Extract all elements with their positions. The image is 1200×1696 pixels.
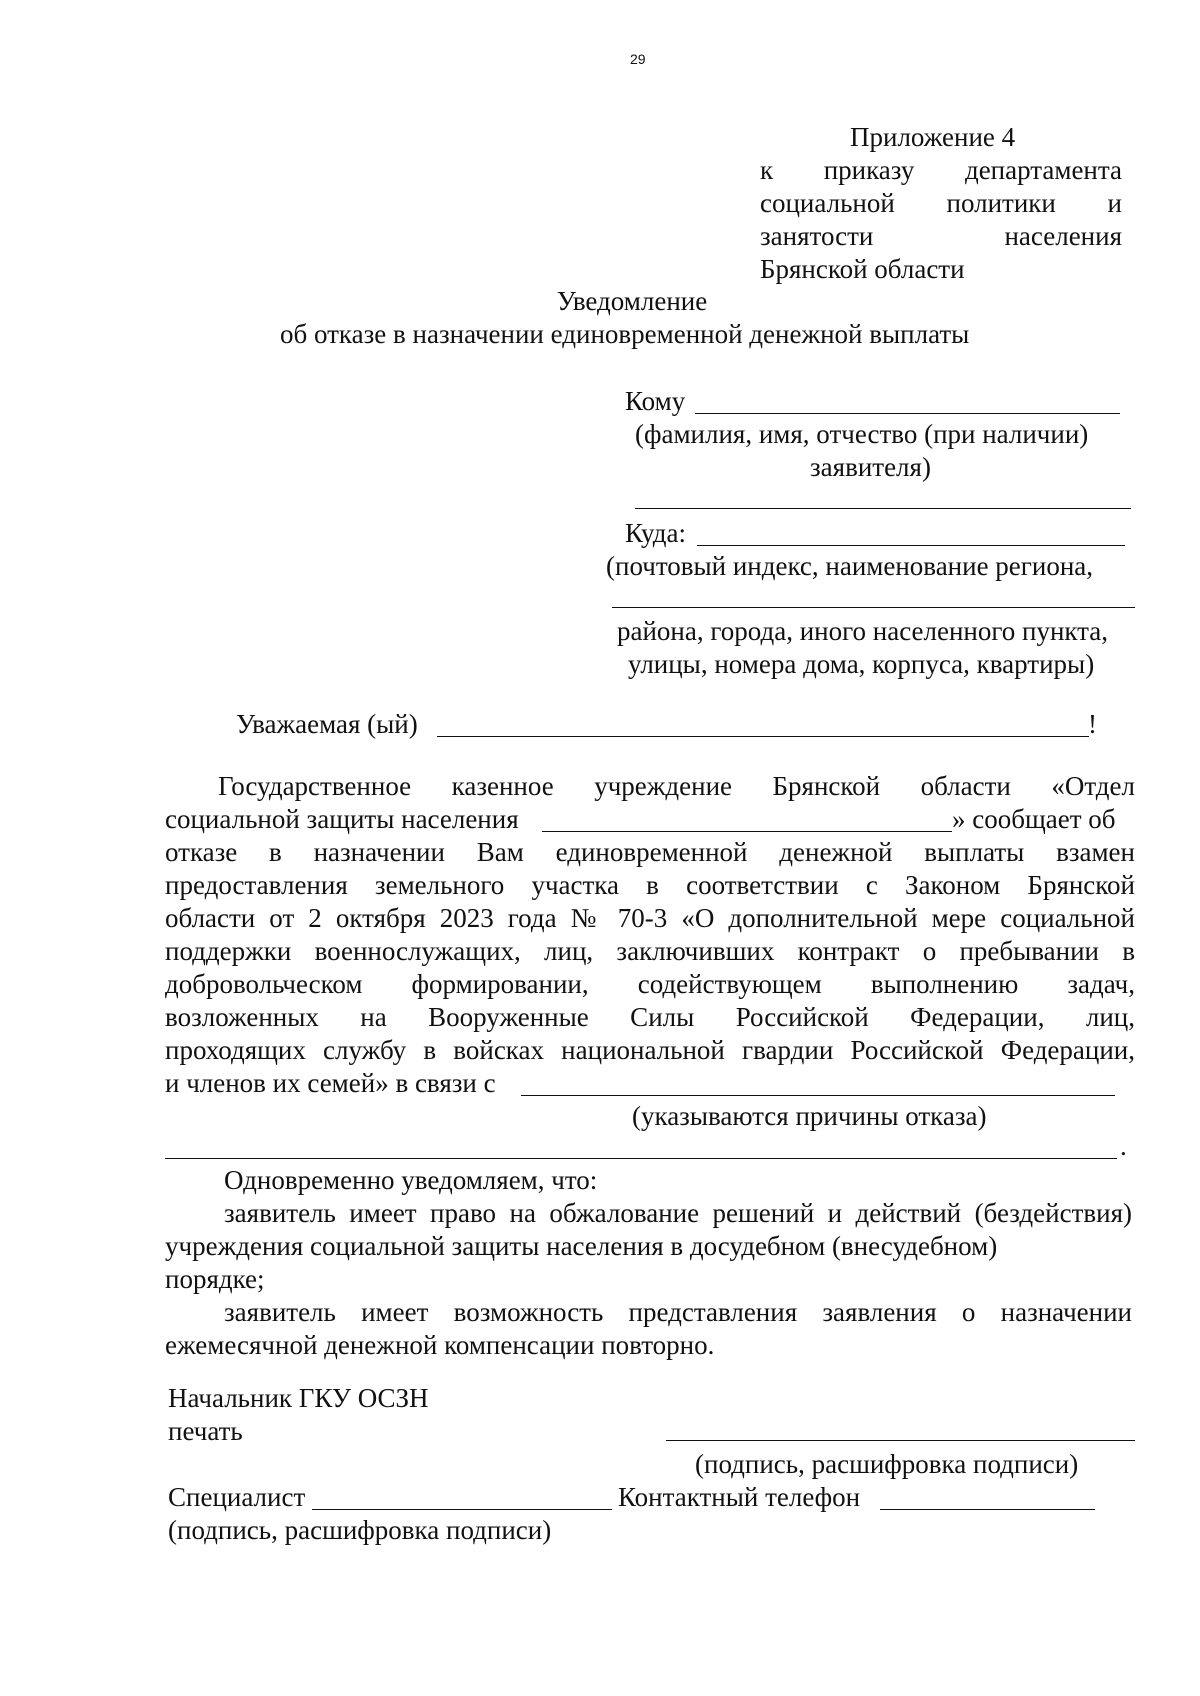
greeting-name-line[interactable]: [437, 736, 1089, 737]
body-line-3: отказе в назначении Вам единовременной денежной выплаты взамен: [165, 837, 1135, 867]
specialist-label: Специалист: [168, 1482, 306, 1512]
head-sign-hint: (подпись, расшифровка подписи): [695, 1449, 1079, 1479]
body-line-9: проходящих службу в войсках национальной гвардии Российской Федерации,: [165, 1035, 1135, 1065]
page-number: 29: [630, 51, 646, 67]
notice-subtitle: об отказе в назначении единовременной денежной выплаты: [280, 319, 970, 349]
head-signature-line[interactable]: [666, 1440, 1135, 1441]
reason-field-line-2[interactable]: [165, 1158, 1117, 1159]
to-field-line-2[interactable]: [635, 508, 1131, 509]
body-line-4: предоставления земельного участка в соответствии с Законом Брянской: [165, 870, 1135, 900]
to-field-line[interactable]: [695, 413, 1120, 414]
phone-field-line[interactable]: [880, 1509, 1095, 1510]
notice-intro: Одновременно уведомляем, что:: [224, 1165, 598, 1195]
body-line-1: Государственное казенное учреждение Брянской области «Отдел: [218, 771, 1135, 801]
to-label: Кому: [625, 386, 686, 416]
department-name-line[interactable]: [542, 831, 952, 832]
body-line-10-start: и членов их семей» в связи с: [165, 1068, 496, 1098]
notice-p2-line-1: заявитель имеет возможность представления заявления о назначении: [224, 1297, 1132, 1327]
where-hint-1: (почтовый индекс, наименование региона,: [606, 551, 1094, 581]
body-line-2-start: социальной защиты населения: [165, 804, 519, 834]
where-hint-3: улицы, номера дома, корпуса, квартиры): [628, 649, 1095, 679]
appendix-line-2: социальной политики и: [760, 188, 1122, 218]
greeting-end: !: [1088, 709, 1097, 739]
phone-label: Контактный телефон: [618, 1482, 861, 1512]
notice-p1-line-1: заявитель имеет право на обжалование решений и действий (бездействия): [224, 1198, 1132, 1228]
reason-hint: (указываются причины отказа): [632, 1101, 987, 1131]
where-label: Куда:: [625, 518, 687, 548]
appendix-line-3: занятости населения: [760, 221, 1122, 251]
where-hint-2: района, города, иного населенного пункта,: [617, 616, 1109, 646]
reason-end: .: [1120, 1131, 1127, 1161]
body-line-2-end: » сообщает об: [952, 804, 1116, 834]
notice-p1-line-2: учреждения социальной защиты населения в досудебном (внесудебном): [165, 1231, 998, 1261]
appendix-title: Приложение 4: [850, 122, 1016, 152]
notice-title: Уведомление: [556, 286, 708, 316]
specialist-signature-line[interactable]: [312, 1509, 612, 1510]
notice-p1-line-3: порядке;: [165, 1264, 265, 1294]
stamp-label: печать: [168, 1416, 243, 1446]
greeting-label: Уважаемая (ый): [236, 709, 418, 739]
body-line-8: возложенных на Вооруженные Силы Российской Федерации, лиц,: [165, 1002, 1135, 1032]
body-line-7: добровольческом формировании, содействующем выполнению задач,: [165, 969, 1135, 999]
to-hint-2: заявителя): [810, 452, 931, 482]
notice-p2-line-2: ежемесячной денежной компенсации повторно.: [165, 1330, 715, 1360]
appendix-line-1: к приказу департамента: [760, 155, 1122, 185]
body-line-6: поддержки военнослужащих, лиц, заключивших контракт о пребывании в: [165, 936, 1135, 966]
where-field-line[interactable]: [697, 545, 1125, 546]
specialist-sign-hint: (подпись, расшифровка подписи): [168, 1515, 552, 1545]
body-line-5: области от 2 октября 2023 года № 70-3 «О дополнительной мере социальной: [165, 903, 1135, 933]
where-field-line-2[interactable]: [612, 607, 1135, 608]
head-title: Начальник ГКУ ОСЗН: [168, 1383, 429, 1413]
appendix-line-4: Брянской области: [760, 254, 965, 284]
to-hint-1: (фамилия, имя, отчество (при наличии): [635, 419, 1089, 449]
reason-field-line[interactable]: [521, 1095, 1115, 1096]
